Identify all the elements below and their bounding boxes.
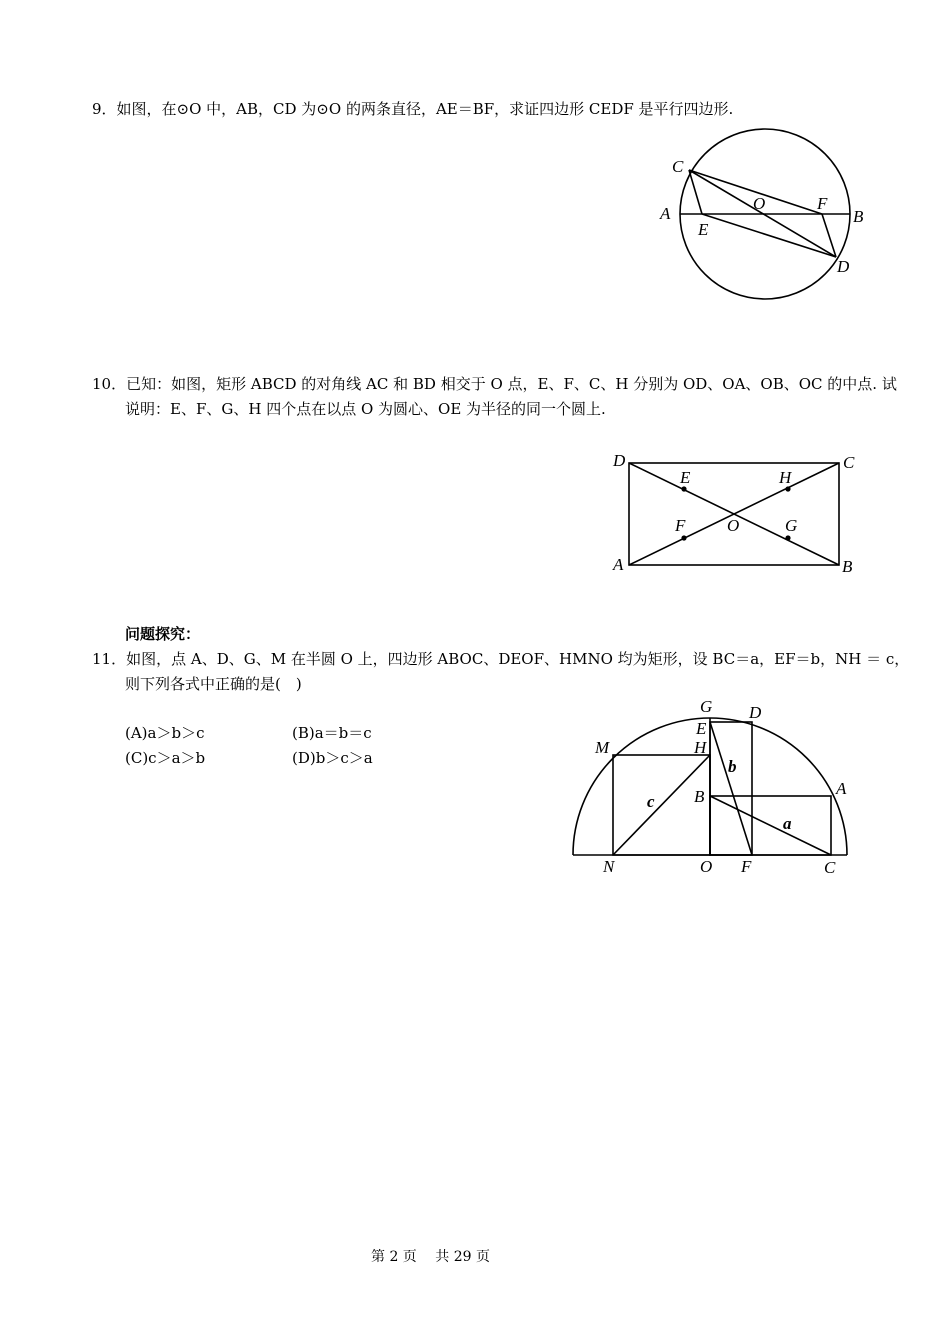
figure-9-circle-diagram — [650, 125, 880, 305]
point-h — [785, 486, 790, 491]
label-f: F — [817, 194, 828, 213]
label-b: B — [842, 557, 853, 576]
question-11-line-2: 则下列各式中正确的是( ) — [125, 675, 302, 693]
label-b-point: B — [694, 787, 705, 806]
label-a-point: A — [836, 779, 847, 798]
label-n: N — [603, 857, 615, 876]
question-9-text: 9．如图，在⊙O 中，AB，CD 为⊙O 的两条直径，AE＝BF，求证四边形 CEDF 是平行四边形. — [92, 100, 734, 118]
label-d: D — [749, 703, 762, 722]
question-10-line-1: 10．已知：如图，矩形 ABCD 的对角线 AC 和 BD 相交于 O 点，E、F、C、H 分别为 OD、OA、OB、OC 的中点. 试 — [92, 375, 897, 393]
label-c: C — [672, 157, 684, 176]
label-a: A — [613, 555, 624, 574]
label-h: H — [779, 468, 792, 487]
point-g — [785, 535, 790, 540]
label-g: G — [700, 697, 713, 716]
label-h: H — [694, 738, 707, 757]
page-footer: 第 2 页 共 29 页 — [371, 1249, 490, 1265]
label-a: A — [660, 204, 671, 223]
label-d: D — [837, 257, 850, 276]
option-a: (A)a＞b＞c — [125, 724, 205, 742]
label-e: E — [680, 468, 691, 487]
label-a-length: a — [783, 814, 792, 833]
question-11-line-1: 11．如图，点 A、D、G、M 在半圆 O 上，四边形 ABOC、DEOF、HMNO 均为矩形，设 BC＝a，EF＝b，NH ＝ c， — [92, 650, 910, 668]
diagonal-ef — [710, 722, 752, 855]
label-d: D — [613, 451, 626, 470]
label-f: F — [675, 516, 686, 535]
option-b: (B)a＝b＝c — [292, 724, 372, 742]
figure-10-rectangle-diagram — [605, 445, 865, 580]
label-f: F — [741, 857, 752, 876]
label-e: E — [696, 719, 707, 738]
label-o: O — [700, 857, 713, 876]
section-heading: 问题探究： — [125, 625, 201, 643]
label-g: G — [785, 516, 798, 535]
label-o: O — [727, 516, 740, 535]
point-e — [681, 486, 686, 491]
figure-11-semicircle-diagram — [560, 690, 860, 880]
option-c: (C)c＞a＞b — [125, 749, 206, 767]
label-b: B — [853, 207, 864, 226]
question-10-line-2: 说明：E、F、G、H 四个点在以点 O 为圆心、OE 为半径的同一个圆上. — [125, 400, 606, 418]
option-d: (D)b＞c＞a — [292, 749, 373, 767]
segment-ed — [702, 214, 836, 257]
label-c: C — [843, 453, 855, 472]
label-b-length: b — [728, 757, 737, 776]
label-m: M — [595, 738, 610, 757]
label-e: E — [698, 220, 709, 239]
diagonal-bc — [710, 796, 831, 855]
label-o: O — [753, 194, 766, 213]
point-f — [681, 535, 686, 540]
label-c-length: c — [647, 792, 655, 811]
label-c-point: C — [824, 858, 836, 877]
